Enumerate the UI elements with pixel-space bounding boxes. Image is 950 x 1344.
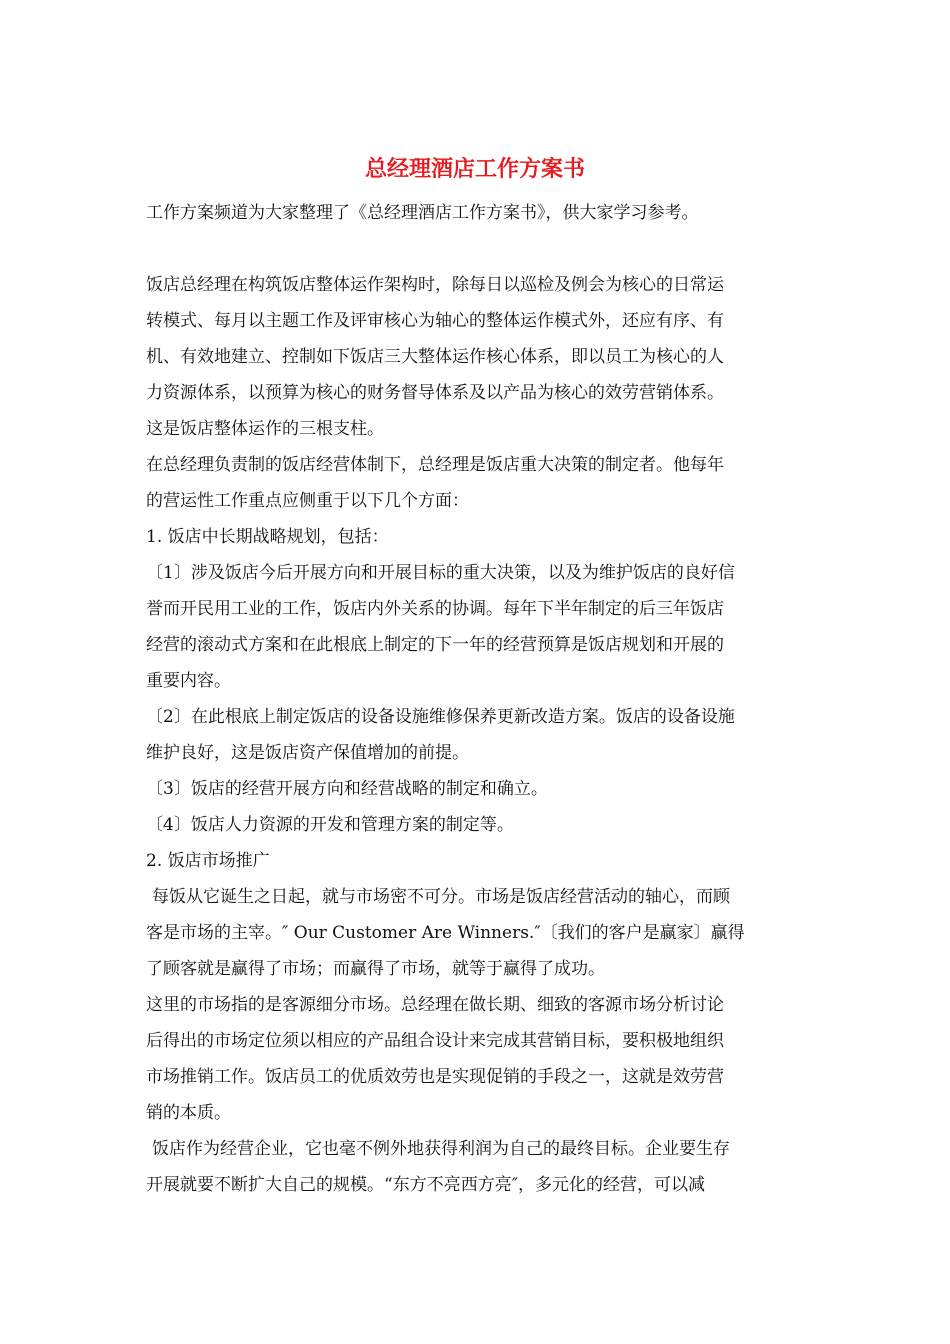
body-line: 经营的滚动式方案和在此根底上制定的下一年的经营预算是饭店规划和开展的 [146,635,724,655]
body-line: 力资源体系，以预算为核心的财务督导体系及以产品为核心的效劳营销体系。 [146,383,724,403]
body-line: 维护良好，这是饭店资产保值增加的前提。 [146,743,469,763]
body-line: 在总经理负责制的饭店经营体制下，总经理是饭店重大决策的制定者。他每年 [146,455,724,475]
body-line: 〔3〕饭店的经营开展方向和经营战略的制定和确立。 [146,779,548,799]
body-line: 〔2〕在此根底上制定饭店的设备设施维修保养更新改造方案。饭店的设备设施 [146,707,735,727]
body-line: 饭店作为经营企业，它也毫不例外地获得利润为自己的最终目标。企业要生存 [152,1139,730,1159]
body-line: 誉而开民用工业的工作，饭店内外关系的协调。每年下半年制定的后三年饭店 [146,599,724,619]
body-line: 〔4〕饭店人力资源的开发和管理方案的制定等。 [146,815,514,835]
intro-line: 工作方案频道为大家整理了《总经理酒店工作方案书》，供大家学习参考。 [146,203,699,223]
body-line: 机、有效地建立、控制如下饭店三大整体运作核心体系，即以员工为核心的人 [146,347,724,367]
body-line: 这是饭店整体运作的三根支柱。 [146,419,384,439]
section-heading: 2. 饭店市场推广 [146,851,270,871]
body-line: 了顾客就是赢得了市场；而赢得了市场，就等于赢得了成功。 [146,959,605,979]
body-line: 每饭从它诞生之日起，就与市场密不可分。市场是饭店经营活动的轴心，而顾 [152,887,730,907]
body-line: 市场推销工作。饭店员工的优质效劳也是实现促销的手段之一，这就是效劳营 [146,1067,724,1087]
body-line: 客是市场的主宰。″ Our Customer Are Winners.″〔我们的客户是赢家〕赢得 [146,923,745,943]
document-title: 总经理酒店工作方案书 [364,156,585,182]
body-line: 开展就要不断扩大自己的规模。“东方不亮西方亮″，多元化的经营，可以减 [146,1175,706,1195]
body-line: 销的本质。 [146,1103,231,1123]
body-line: 后得出的市场定位须以相应的产品组合设计来完成其营销目标，要积极地组织 [146,1031,724,1051]
body-line: 的营运性工作重点应侧重于以下几个方面： [146,491,469,511]
body-line: 这里的市场指的是客源细分市场。总经理在做长期、细致的客源市场分析讨论 [146,995,724,1015]
body-line: 重要内容。 [146,671,231,691]
document-body [146,195,810,1203]
paragraph-spacer [146,231,810,267]
body-line: 〔1〕涉及饭店今后开展方向和开展目标的重大决策，以及为维护饭店的良好信 [146,563,735,583]
body-line: 转模式、每月以主题工作及评审核心为轴心的整体运作模式外，还应有序、有 [146,311,724,331]
section-heading: 1. 饭店中长期战略规划，包括： [146,527,389,547]
body-line: 饭店总经理在构筑饭店整体运作架构时，除每日以巡检及例会为核心的日常运 [146,275,724,295]
